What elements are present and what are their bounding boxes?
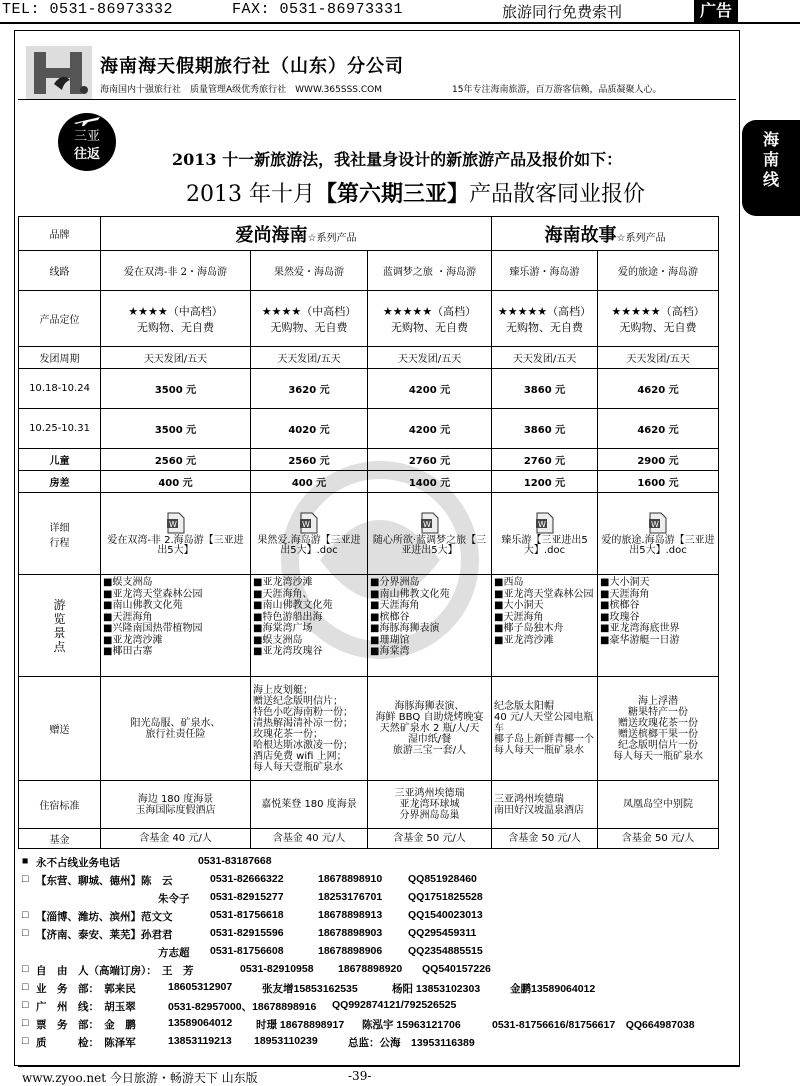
contact-qq: QQ1540023013 xyxy=(408,909,483,921)
itinerary-file-5: 爱的旅途.海岛游【三亚进出5大】.doc xyxy=(601,534,715,556)
title-suffix: 产品散客同业报价 xyxy=(469,182,646,207)
gift-row xyxy=(19,677,719,781)
contact-mark: □ xyxy=(22,999,29,1011)
brand-cell-2 xyxy=(492,217,719,251)
child-label: 儿童 xyxy=(19,449,101,471)
gift-item: 特色小吃海南粉一份； xyxy=(253,706,353,718)
spot: ■分界洲岛 xyxy=(370,577,420,588)
child-price-row xyxy=(19,449,719,471)
price-2-1: 3500 元 xyxy=(101,409,251,449)
itinerary-label xyxy=(19,493,101,575)
gift-item: 哈根达斯冰激凌一份； xyxy=(253,739,353,751)
position-row xyxy=(19,291,719,347)
spot: ■亚龙湾沙滩 xyxy=(103,634,163,646)
contact-label: 业 务 部： 郭来民 xyxy=(36,983,136,995)
schedule-label: 发团周期 xyxy=(19,347,101,369)
page-footer xyxy=(18,1066,740,1086)
contact-mark: □ xyxy=(22,873,29,885)
spot: ■椰子岛独木舟 xyxy=(494,623,564,634)
price-list-title xyxy=(186,177,645,208)
contact-qq: 杨阳 13853102303 xyxy=(392,983,481,995)
gift-item: 阳光岛服、矿泉水、 xyxy=(130,717,221,729)
schedule-3: 天天发团/五天 xyxy=(368,347,492,369)
spot: ■槟榔谷 xyxy=(370,611,410,623)
brand-name-1: 爱尚海南 xyxy=(235,224,308,246)
badge-line-2: 往返 xyxy=(73,147,100,162)
gift-item: 海上浮潜 xyxy=(638,695,679,707)
itinerary-file-4: 臻乐游【三亚进出5大】.doc xyxy=(501,534,588,556)
hotel-line: 海边 180 度海景 xyxy=(137,793,214,805)
word-document-icon xyxy=(535,512,555,534)
room-3: 1400 元 xyxy=(368,471,492,493)
hotel-5 xyxy=(598,781,719,829)
contact-label: 朱令子 xyxy=(158,893,190,905)
itinerary-label-1: 详细 xyxy=(49,522,70,534)
gift-item: 湿巾纸/餐 xyxy=(407,734,452,745)
spot: ■亚龙湾海底世界 xyxy=(600,623,680,634)
route-4: 臻乐游・海岛游 xyxy=(492,251,598,291)
position-1 xyxy=(101,291,251,347)
schedule-5: 天天发团/五天 xyxy=(598,347,719,369)
contact-label: 方志超 xyxy=(158,947,190,959)
contact-label: 自 由 人（高端订房）： 王 芳 xyxy=(36,965,194,977)
itinerary-file-2: 果然爱.海岛游【三亚进出5大】.doc xyxy=(257,534,361,556)
hotel-label: 住宿标准 xyxy=(19,781,101,829)
spots-label: 游览景点 xyxy=(19,575,101,677)
brand-series-2: ☆系列产品 xyxy=(616,232,666,244)
word-document-icon xyxy=(299,512,319,534)
svg-text:W: W xyxy=(537,519,546,529)
contact-label: 【东营、聊城、德州】陈 云 xyxy=(36,875,173,887)
title-date: 2013 年十月 xyxy=(186,182,315,207)
contact-mobile: 18678898906 xyxy=(318,945,383,957)
top-bar xyxy=(0,0,800,24)
spot: ■海豚海狮表演 xyxy=(370,623,440,634)
gift-item: 赠送槟榔干果一份 xyxy=(618,728,699,740)
contact-extra: 金鹏13589064012 xyxy=(510,983,596,995)
contact-mark: □ xyxy=(22,1035,29,1047)
badge-line-1: 三亚 xyxy=(73,129,100,144)
spot: ■蜈支洲岛 xyxy=(253,634,303,646)
company-name: 海南海天假期旅行社（山东）分公司 xyxy=(100,56,404,77)
nobuy-4: 无购物、无自费 xyxy=(506,320,584,334)
gift-item: 纪念版明信片一份 xyxy=(618,739,699,751)
contact-phone: 0531-82910958 xyxy=(240,963,314,975)
gift-item: 椰子岛上新鲜青椰一个 xyxy=(494,734,595,745)
contact-phone: 0531-83187668 xyxy=(198,855,272,867)
gift-item: 清热解渴清补凉一份； xyxy=(253,717,353,729)
fund-row xyxy=(19,829,719,849)
spot: ■亚龙湾沙滩 xyxy=(494,634,554,646)
brand-label: 品牌 xyxy=(19,217,101,251)
free-catalog-label: 旅游同行免费索刊 xyxy=(502,3,623,21)
hotel-line: 凤凰岛空中别院 xyxy=(623,799,694,810)
itinerary-2[interactable] xyxy=(251,493,368,575)
header-divider xyxy=(18,99,736,100)
contact-mark: □ xyxy=(22,981,29,993)
schedule-4: 天天发团/五天 xyxy=(492,347,598,369)
nobuy-3: 无购物、无自费 xyxy=(391,320,468,334)
svg-text:W: W xyxy=(302,519,310,529)
price-2-3: 4200 元 xyxy=(368,409,492,449)
fund-4: 含基金 50 元/人 xyxy=(492,829,598,849)
price-2-4: 3860 元 xyxy=(492,409,598,449)
gift-item: 40 元/人天堂公园电瓶车 xyxy=(494,712,594,734)
word-document-icon xyxy=(166,512,186,534)
contact-qq: QQ2354885515 xyxy=(408,945,483,957)
contact-phone: 0531-81756608 xyxy=(210,945,284,957)
ad-label: 广告 xyxy=(694,0,738,22)
tab-char-3: 线 xyxy=(762,170,779,189)
schedule-1: 天天发团/五天 xyxy=(101,347,251,369)
spots-row xyxy=(19,575,719,677)
price-table xyxy=(18,216,719,849)
period-2-label: 10.25-10.31 xyxy=(19,409,101,449)
child-5: 2900 元 xyxy=(598,449,719,471)
hotel-line: 分界洲岛岛巢 xyxy=(399,810,460,821)
contact-qq: 陈泓宇 15963121706 xyxy=(362,1019,461,1031)
contact-phone: 13589064012 xyxy=(168,1017,233,1029)
contact-label: 广 州 线： 胡玉翠 xyxy=(36,1001,136,1013)
itinerary-1[interactable] xyxy=(101,493,251,575)
gift-item: 酒店免费 wifi 上网； xyxy=(253,750,347,762)
nobuy-1: 无购物、无自费 xyxy=(137,320,214,334)
stars-4: ★★★★★（高档） xyxy=(497,304,592,318)
route-row xyxy=(19,251,719,291)
gift-item: 玫瑰花茶一份； xyxy=(253,728,323,740)
price-1-5: 4620 元 xyxy=(598,369,719,409)
contact-qq: QQ851928460 xyxy=(408,873,477,885)
fund-3: 含基金 50 元/人 xyxy=(368,829,492,849)
contact-label: 票 务 部： 金 鹏 xyxy=(36,1019,136,1031)
price-1-1: 3500 元 xyxy=(101,369,251,409)
spot: ■珊瑚馆 xyxy=(370,634,410,646)
price-2-5: 4620 元 xyxy=(598,409,719,449)
contact-label: 【淄博、潍坊、滨州】范文文 xyxy=(36,911,173,923)
spot: ■大小洞天 xyxy=(494,600,544,611)
room-1: 400 元 xyxy=(101,471,251,493)
contact-mark: □ xyxy=(22,963,29,975)
spot: ■亚龙湾沙滩 xyxy=(253,577,313,588)
spot: ■天涯海角 xyxy=(494,611,544,623)
contact-mobile: 18678898913 xyxy=(318,909,383,921)
gift-item: 赠送纪念版明信片； xyxy=(253,695,343,707)
contact-mark: ■ xyxy=(22,855,29,867)
price-2-2: 4020 元 xyxy=(251,409,368,449)
spot: ■南山佛教文化苑 xyxy=(253,600,333,611)
child-2: 2560 元 xyxy=(251,449,368,471)
child-4: 2760 元 xyxy=(492,449,598,471)
room-2: 400 元 xyxy=(251,471,368,493)
contact-qq: QQ1751825528 xyxy=(408,891,483,903)
hotel-line: 玉海国际度假酒店 xyxy=(135,804,216,816)
contact-mobile: 18953110239 xyxy=(254,1035,318,1047)
spot: ■特色游船出海 xyxy=(253,611,323,623)
hotel-line: 三亚鸿州埃德瑞 xyxy=(494,793,565,805)
stars-3: ★★★★★（高档） xyxy=(382,304,477,318)
gift-item: 每人每天一瓶矿泉水 xyxy=(494,745,585,756)
gift-1 xyxy=(101,677,251,781)
hotel-line: 嘉悦莱登 180 度海景 xyxy=(261,799,357,810)
fund-5: 含基金 50 元/人 xyxy=(598,829,719,849)
gift-item: 赠送玫瑰花茶一份 xyxy=(618,717,699,729)
contact-mobile: 18678898920 xyxy=(338,963,403,975)
route-label: 线路 xyxy=(19,251,101,291)
gift-4 xyxy=(492,677,598,781)
position-2 xyxy=(251,291,368,347)
price-period-2-row xyxy=(19,409,719,449)
itinerary-file-1: 爱在双湾-非 2.海岛游【三亚进出5大】 xyxy=(107,534,244,556)
contact-label: 【济南、泰安、莱芜】孙君君 xyxy=(36,929,173,941)
contact-mobile: 18678898910 xyxy=(318,873,383,885)
hotel-line: 亚龙湾环球城 xyxy=(399,799,460,810)
fund-1: 含基金 40 元/人 xyxy=(101,829,251,849)
itinerary-4[interactable] xyxy=(492,493,598,575)
spots-2 xyxy=(251,575,368,677)
brand-row xyxy=(19,217,719,251)
spots-3 xyxy=(368,575,492,677)
hotel-line: 三亚鸿州埃德瑞 xyxy=(394,788,465,799)
fund-label: 基金 xyxy=(19,829,101,849)
room-4: 1200 元 xyxy=(492,471,598,493)
word-document-icon xyxy=(420,512,440,534)
contact-phone: 0531-82666322 xyxy=(210,873,284,885)
child-3: 2760 元 xyxy=(368,449,492,471)
gift-item: 旅游三宝一套/人 xyxy=(392,745,467,756)
spot: ■豪华游艇一日游 xyxy=(600,634,680,646)
tab-char-1: 海 xyxy=(762,130,779,149)
fund-2: 含基金 40 元/人 xyxy=(251,829,368,849)
hotel-line: 南田好汉坡温泉酒店 xyxy=(494,804,585,816)
contact-qq: 总监：公海 13953116389 xyxy=(348,1037,475,1049)
gift-item: 海鲜 BBQ 自助烧烤晚宴 xyxy=(375,712,484,723)
tab-char-2: 南 xyxy=(762,150,779,169)
company-tagline: 海南国内十强旅行社 质量管理A级优秀旅行社 WWW.365SSS.COM xyxy=(100,85,382,95)
brand-cell-1 xyxy=(101,217,492,251)
spot: ■天涯海角、 xyxy=(253,588,313,600)
itinerary-label-2: 行程 xyxy=(49,537,70,549)
itinerary-row xyxy=(19,493,719,575)
sanya-round-trip-badge xyxy=(58,113,116,171)
spot: ■亚龙湾天堂森林公园 xyxy=(103,588,203,600)
hotel-4 xyxy=(492,781,598,829)
title-issue: 【第六期三亚】 xyxy=(314,181,469,207)
spot: ■玫瑰谷 xyxy=(600,611,640,623)
contact-phone: 0531-82915596 xyxy=(210,927,284,939)
gift-item: 天然矿泉水 2 瓶/人/天 xyxy=(379,723,480,734)
footer-site: www.zyoo.net 今日旅游・畅游天下 山东版 xyxy=(22,1071,258,1085)
spots-1 xyxy=(101,575,251,677)
spot: ■蜈支洲岛 xyxy=(103,577,153,588)
gift-item: 每人每天一瓶矿泉水 xyxy=(613,750,704,762)
schedule-2: 天天发团/五天 xyxy=(251,347,368,369)
stars-1: ★★★★（中高档） xyxy=(128,304,223,318)
position-4 xyxy=(492,291,598,347)
gift-label: 赠送 xyxy=(19,677,101,781)
gift-item: 海豚海狮表演、 xyxy=(394,701,465,712)
schedule-row xyxy=(19,347,719,369)
gift-item: 纪念版太阳帽 xyxy=(494,701,555,712)
company-logo-icon xyxy=(24,44,94,102)
contact-label: 质 检： 陈泽军 xyxy=(36,1037,136,1049)
spot: ■海棠湾广场 xyxy=(253,623,313,634)
spot: ■大小洞天 xyxy=(600,577,650,588)
spots-4 xyxy=(492,575,598,677)
itinerary-3[interactable] xyxy=(368,493,492,575)
gift-item: 糖果特产一份 xyxy=(628,706,689,718)
spot: ■天涯海角 xyxy=(370,600,420,611)
contact-mark: □ xyxy=(22,909,29,921)
position-3 xyxy=(368,291,492,347)
nobuy-2: 无购物、无自费 xyxy=(270,320,348,334)
room-label: 房差 xyxy=(19,471,101,493)
route-category-tab xyxy=(742,120,800,216)
contact-mark: □ xyxy=(22,1017,29,1029)
itinerary-file-3: 随心所欲·蓝调梦之旅【三亚进出5大】 xyxy=(372,534,487,556)
spot: ■槟榔谷 xyxy=(600,600,640,611)
svg-text:W: W xyxy=(651,519,659,529)
stars-5: ★★★★★（高档） xyxy=(611,304,705,318)
position-5 xyxy=(598,291,719,347)
contact-extra: 0531-81756616/81756617 QQ664987038 xyxy=(492,1019,695,1031)
brand-series-1: ☆系列产品 xyxy=(307,232,357,244)
price-period-1-row xyxy=(19,369,719,409)
route-3: 蓝调梦之旅 ・海岛游 xyxy=(368,251,492,291)
contact-phone: 0531-82915277 xyxy=(210,891,284,903)
route-1: 爱在双湾-非 2・海岛游 xyxy=(101,251,251,291)
spot: ■兴隆南国热带植物园 xyxy=(103,623,203,634)
route-5: 爱的旅途・海岛游 xyxy=(598,251,719,291)
hotel-2 xyxy=(251,781,368,829)
gift-item: 旅行社责任险 xyxy=(145,728,206,740)
itinerary-5[interactable] xyxy=(598,493,719,575)
word-document-icon xyxy=(648,512,668,534)
price-1-3: 4200 元 xyxy=(368,369,492,409)
contact-qq: QQ295459311 xyxy=(408,927,477,939)
gift-2 xyxy=(251,677,368,781)
nobuy-5: 无购物、无自费 xyxy=(619,320,697,334)
price-1-4: 3860 元 xyxy=(492,369,598,409)
contact-mobile: 时璟 18678898917 xyxy=(256,1019,345,1031)
spot: ■西岛 xyxy=(494,577,524,588)
contact-phone: 18605312907 xyxy=(168,981,233,993)
svg-text:W: W xyxy=(422,519,431,529)
spot: ■亚龙湾玫瑰谷 xyxy=(253,646,323,657)
room-5: 1600 元 xyxy=(598,471,719,493)
child-1: 2560 元 xyxy=(101,449,251,471)
spot: ■天涯海角 xyxy=(103,611,153,623)
spot: ■南山佛教文化苑 xyxy=(103,600,183,611)
svg-text:W: W xyxy=(168,519,177,529)
contact-mobile: 张友增15853162535 xyxy=(262,983,358,995)
fax-number: FAX: 0531-86973331 xyxy=(232,1,404,18)
period-1-label: 10.18-10.24 xyxy=(19,369,101,409)
hotel-row xyxy=(19,781,719,829)
hotel-3 xyxy=(368,781,492,829)
page-number: -39- xyxy=(348,1069,372,1083)
room-diff-row xyxy=(19,471,719,493)
contact-qq: QQ540157226 xyxy=(422,963,491,975)
position-label: 产品定位 xyxy=(19,291,101,347)
spot: ■天涯海角 xyxy=(600,588,650,600)
contact-mobile: 18253176701 xyxy=(318,891,383,903)
telephone-number: TEL: 0531-86973332 xyxy=(2,1,174,18)
contact-phone: 0531-82957000、18678898916 xyxy=(168,1001,317,1013)
spot: ■椰田古寨 xyxy=(103,646,153,657)
gift-item: 海上皮划艇； xyxy=(253,684,313,696)
route-2: 果然爱・海岛游 xyxy=(251,251,368,291)
spot: ■亚龙湾天堂森林公园 xyxy=(494,588,594,600)
contact-mobile: 18678898903 xyxy=(318,927,383,939)
contact-label: 永不占线业务电话 xyxy=(36,857,120,869)
headline: 2013 十一新旅游法，我社量身设计的新旅游产品及报价如下： xyxy=(172,150,623,169)
contact-mark: □ xyxy=(22,927,29,939)
gift-5 xyxy=(598,677,719,781)
spot: ■海棠湾 xyxy=(370,646,410,657)
brand-name-2: 海南故事 xyxy=(544,224,617,246)
contact-phone: 13853119213 xyxy=(168,1035,232,1047)
spots-5 xyxy=(598,575,719,677)
price-1-2: 3620 元 xyxy=(251,369,368,409)
company-slogan: 15年专注海南旅游，百万游客信赖，品质凝聚人心。 xyxy=(452,85,662,95)
gift-item: 每人每天壹瓶矿泉水 xyxy=(253,761,343,773)
hotel-1 xyxy=(101,781,251,829)
contact-qq: QQ992874121/792526525 xyxy=(332,999,457,1011)
stars-2: ★★★★（中高档） xyxy=(261,304,357,318)
contact-phone: 0531-81756618 xyxy=(210,909,284,921)
spot: ■南山佛教文化苑 xyxy=(370,588,450,600)
gift-3 xyxy=(368,677,492,781)
